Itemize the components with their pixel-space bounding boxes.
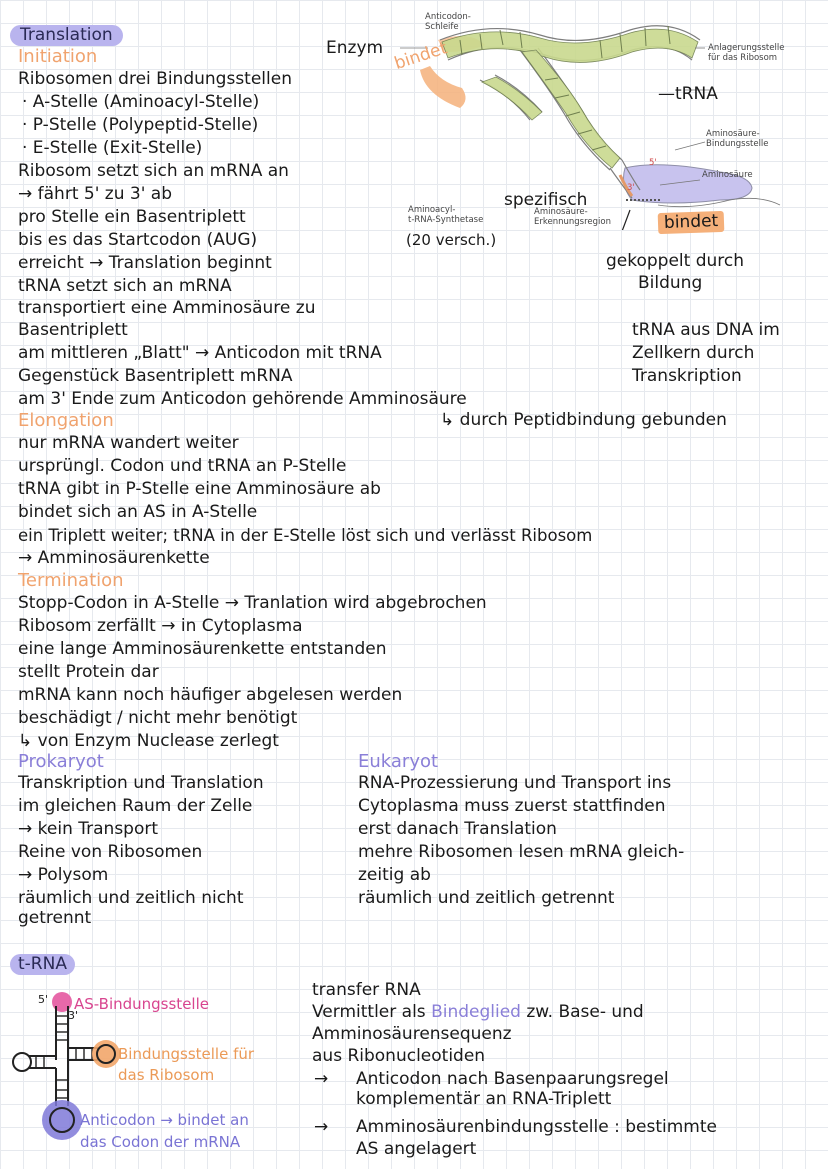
initiation-line: transportiert eine Amminosäure zu — [18, 298, 316, 318]
mediator-highlight: Bindeglied — [431, 1002, 521, 1022]
hw-enzym: Enzym — [326, 38, 384, 58]
trna-origin-line: Transkription — [632, 366, 742, 386]
initiation-line: erreicht → Translation beginnt — [18, 253, 272, 273]
label-recognition-1: Aminosäure- — [534, 207, 588, 217]
prokaryot-line: Reine von Ribosomen — [18, 842, 203, 862]
termination-heading: Termination — [18, 570, 124, 591]
termination-line: eine lange Amminosäurenkette entstanden — [18, 639, 387, 659]
initiation-line: · P-Stelle (Polypeptid-Stelle) — [22, 115, 259, 135]
eukaryot-line: RNA-Prozessierung und Transport ins — [358, 773, 672, 793]
termination-line: Ribosom zerfällt → in Cytoplasma — [18, 616, 303, 636]
trna-3d-diagram — [400, 0, 820, 230]
orange-binding-blob — [420, 66, 466, 108]
prokaryot-line: im gleichen Raum der Zelle — [18, 796, 253, 816]
label-three-prime: 3' — [627, 183, 635, 193]
anticodon-label-1: Anticodon → bindet an — [80, 1111, 249, 1129]
peptide-bond-note: ↳ durch Peptidbindung gebunden — [440, 410, 727, 430]
prokaryot-heading: Prokaryot — [18, 751, 104, 772]
initiation-heading: Initiation — [18, 46, 98, 67]
label-synthetase-1: Aminoacyl- — [408, 205, 456, 215]
hw-bindet-box: bindet — [658, 211, 725, 234]
termination-line: mRNA kann noch häufiger abgelesen werden — [18, 685, 403, 705]
eukaryot-line: zeitig ab — [358, 865, 431, 885]
label-recognition-2: Erkennungsregion — [534, 217, 611, 227]
eukaryot-line: räumlich und zeitlich getrennt — [358, 888, 615, 908]
bullet-arrow: → — [314, 1117, 329, 1137]
eukaryot-line: Cytoplasma muss zuerst stattfinden — [358, 796, 666, 816]
bullet-line: Anticodon nach Basenpaarungsregel — [356, 1069, 669, 1089]
bullet-arrow: → — [314, 1069, 329, 1089]
prokaryot-line: → Polysom — [18, 865, 109, 885]
label-binding-ribosome-2: für das Ribosom — [708, 53, 778, 63]
label-anticodon-loop-1: Anticodon- — [425, 12, 471, 22]
eukaryot-heading: Eukaryot — [358, 751, 439, 772]
trna-text-line: Amminosäurensequenz — [312, 1024, 512, 1044]
elongation-line: ein Triplett weiter; tRNA in der E-Stelle löst sich und verlässt Ribosom — [18, 526, 593, 545]
trna-five-prime: 5' — [38, 993, 49, 1006]
trna-three-prime: 3' — [68, 1009, 79, 1022]
initiation-line: Ribosomen drei Bindungsstellen — [18, 69, 292, 89]
trna-text-line: aus Ribonucleotiden — [312, 1046, 486, 1066]
ribosome-binding-label-1: Bindungsstelle für — [118, 1045, 255, 1063]
trna-title: t-RNA — [10, 954, 75, 975]
termination-line: beschädigt / nicht mehr benötigt — [18, 708, 298, 728]
initiation-line: bis es das Startcodon (AUG) — [18, 230, 258, 250]
label-anticodon-loop-2: Schleife — [425, 22, 459, 32]
hw-gekoppelt-1: gekoppelt durch — [606, 251, 745, 271]
initiation-line: pro Stelle ein Basentriplett — [18, 207, 246, 227]
termination-line: Stopp-Codon in A-Stelle → Tranlation wird abgebrochen — [18, 593, 487, 613]
elongation-line: → Amminosäurenkette — [18, 548, 210, 568]
elongation-line: nur mRNA wandert weiter — [18, 433, 239, 453]
prokaryot-line: getrennt — [18, 908, 92, 928]
hw-spezifisch: spezifisch — [504, 190, 588, 210]
bullet-line: AS angelagert — [356, 1139, 477, 1159]
coupling-pointer — [615, 210, 630, 230]
trna-text-line: transfer RNA — [312, 980, 421, 1000]
label-binding-ribosome-1: Anlagerungsstelle — [708, 43, 785, 53]
bullet-line: komplementär an RNA-Triplett — [356, 1089, 612, 1109]
eukaryot-line: erst danach Translation — [358, 819, 557, 839]
elongation-line: bindet sich an AS in A-Stelle — [18, 502, 258, 522]
trna-origin-line: tRNA aus DNA im — [632, 320, 780, 340]
initiation-line: am 3' Ende zum Anticodon gehörende Amminosäure — [18, 389, 467, 409]
initiation-line: → fährt 5' zu 3' ab — [18, 184, 172, 204]
elongation-line: ursprüngl. Codon und tRNA an P-Stelle — [18, 456, 347, 476]
initiation-line: · E-Stelle (Exit-Stelle) — [22, 138, 203, 158]
termination-line: stellt Protein dar — [18, 662, 159, 682]
label-aminoacid: Aminosäure — [702, 170, 753, 180]
prokaryot-line: → kein Transport — [18, 819, 159, 839]
label-five-prime: 5' — [649, 158, 657, 168]
bullet-line: Amminosäurenbindungsstelle : bestimmte — [356, 1117, 717, 1137]
prokaryot-line: Transkription und Translation — [18, 773, 264, 793]
label-aa-binding-2: Bindungsstelle — [706, 139, 769, 149]
label-synthetase-2: t-RNA-Synthetase — [408, 215, 484, 225]
anticodon-label-2: das Codon der mRNA — [80, 1133, 241, 1151]
eukaryot-line: mehre Ribosomen lesen mRNA gleich- — [358, 842, 685, 862]
hw-versch: (20 versch.) — [406, 231, 497, 249]
hw-trna: —tRNA — [658, 84, 718, 104]
label-aa-binding-1: Aminosäure- — [706, 129, 760, 139]
as-binding-label: AS-Bindungsstelle — [74, 995, 209, 1013]
initiation-line: · A-Stelle (Aminoacyl-Stelle) — [22, 92, 260, 112]
initiation-line: Gegenstück Basentriplett mRNA — [18, 366, 293, 386]
initiation-line: Basentriplett — [18, 320, 128, 340]
initiation-line: tRNA setzt sich an mRNA — [18, 276, 232, 296]
mediator-prefix: Vermittler als — [312, 1002, 432, 1022]
elongation-heading: Elongation — [18, 410, 114, 431]
initiation-line: Ribosom setzt sich an mRNA an — [18, 161, 289, 181]
translation-title: Translation — [10, 25, 123, 46]
mediator-suffix: zw. Base- und — [520, 1002, 644, 1022]
hw-bindet-orange: bindet — [392, 38, 450, 75]
ribosome-binding-label-2: das Ribosom — [118, 1066, 215, 1084]
initiation-line: am mittleren „Blatt" → Anticodon mit tRNA — [18, 343, 382, 363]
hw-gekoppelt-2: Bildung — [638, 273, 703, 293]
prokaryot-line: räumlich und zeitlich nicht — [18, 888, 244, 908]
anticodon-circle — [42, 1100, 82, 1140]
trna-origin-line: Zellkern durch — [632, 343, 755, 363]
elongation-line: tRNA gibt in P-Stelle eine Amminosäure ab — [18, 479, 381, 499]
trna-mediator-line — [312, 1002, 644, 1023]
termination-line: ↳ von Enzym Nuclease zerlegt — [18, 731, 279, 751]
